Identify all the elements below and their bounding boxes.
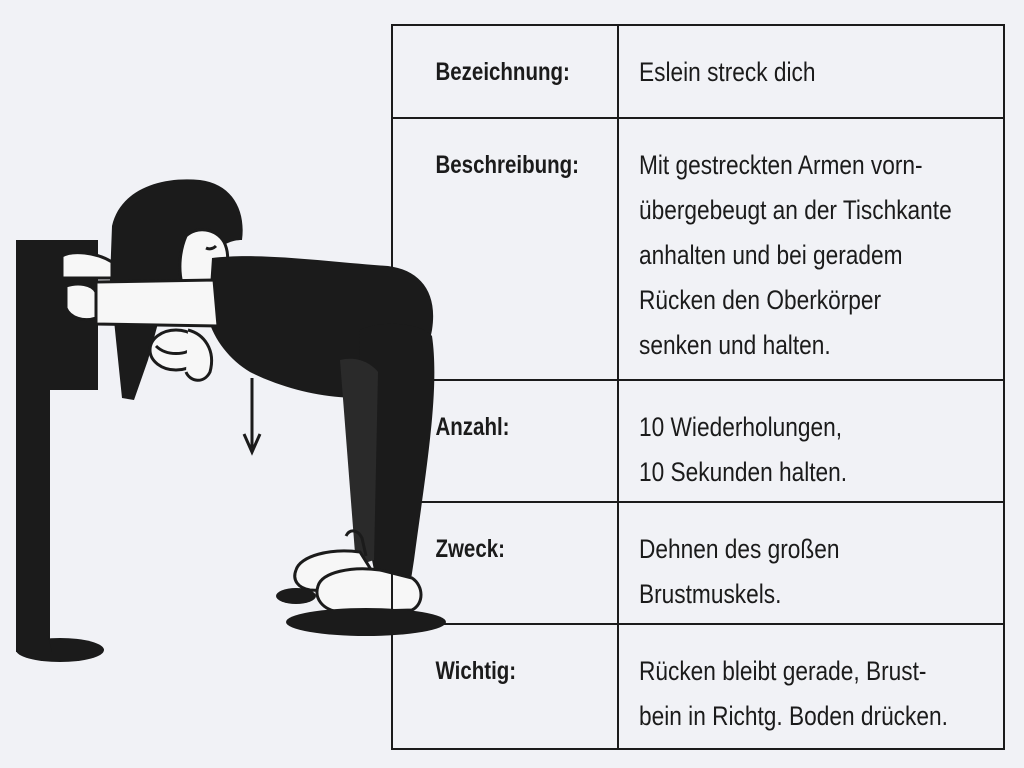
purpose-line: Dehnen des großen <box>639 534 840 564</box>
count-line: 10 Wiederholungen, <box>639 412 843 442</box>
purpose-label: Zweck: <box>392 502 577 624</box>
description-line: Rücken den Oberkörper <box>639 285 882 315</box>
exercise-info-table <box>391 24 1005 750</box>
table-row <box>392 380 1004 502</box>
table-row <box>392 25 1004 118</box>
count-line: 10 Sekunden halten. <box>639 457 848 487</box>
important-label: Wichtig: <box>392 624 577 749</box>
important-line: bein in Richtg. Boden drücken. <box>639 701 948 731</box>
description-value <box>618 118 1004 380</box>
down-arrow-icon <box>244 378 260 452</box>
description-label: Beschreibung: <box>392 118 577 380</box>
important-line: Rücken bleibt gerade, Brust- <box>639 656 927 686</box>
table-row <box>392 118 1004 380</box>
description-line: Mit gestreckten Armen vorn- <box>639 150 923 180</box>
designation-label: Bezeichnung: <box>392 25 577 118</box>
table-row <box>392 624 1004 749</box>
important-value <box>618 624 1004 749</box>
count-value <box>618 380 1004 502</box>
description-line: senken und halten. <box>639 330 831 360</box>
description-line: übergebeugt an der Tischkante <box>639 195 952 225</box>
description-line: anhalten und bei geradem <box>639 240 903 270</box>
purpose-line: Brustmuskels. <box>639 579 782 609</box>
purpose-value <box>618 502 1004 624</box>
table-row <box>392 502 1004 624</box>
designation-line: Eslein streck dich <box>639 57 816 87</box>
person-illustration <box>62 179 446 636</box>
count-label: Anzahl: <box>392 380 577 502</box>
designation-value <box>618 25 1004 118</box>
